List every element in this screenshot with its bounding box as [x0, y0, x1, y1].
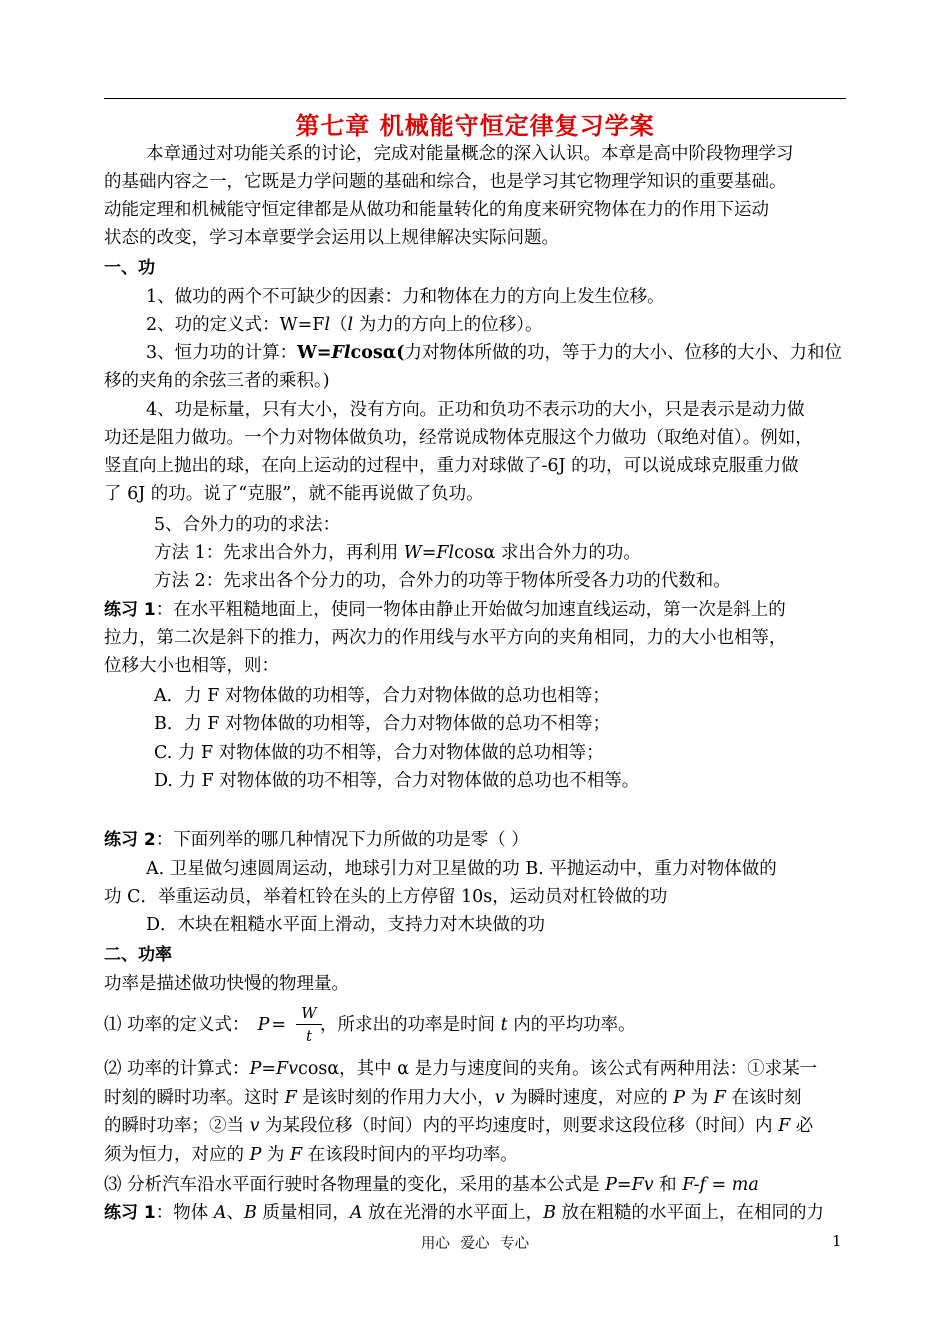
work-item-5: 5、合外力的功的求法： [154, 515, 341, 535]
work-method-2: 方法 2：先求出各个分力的功，合外力的功等于物体所受各力功的代数和。 [154, 571, 731, 591]
work-item-3: 3、恒力功的计算：W=Flcosα(力对物体所做的功，等于力的大小、位移的大小、力和位 [146, 343, 842, 363]
exercise-1-option-a: A．力 F 对物体做的功相等，合力对物体做的总功也相等； [154, 686, 610, 706]
work-item-4: 4、功是标量，只有大小，没有方向。正功和负功不表示功的大小，只是表示是动力做 [146, 400, 805, 420]
power-formula-line: 的瞬时功率；②当 v 为某段位移（时间）内的平均速度时，则要求这段位移（时间）内 F 必 [104, 1116, 814, 1136]
intro-line: 的基础内容之一，它既是力学问题的基础和综合，也是学习其它物理学知识的重要基础。 [104, 172, 787, 192]
power-fraction: W t [296, 1004, 322, 1045]
power-analysis: ⑶ 分析汽车沿水平面行驶时各物理量的变化，采用的基本公式是 P=Fv 和 F-f = ma [104, 1175, 759, 1195]
work-item-4: 功还是阻力做功。一个力对物体做负功，经常说成物体克服这个力做功（取绝对值）。例如， [104, 428, 813, 448]
section-heading-power: 二、功率 [104, 945, 172, 965]
section-heading-work: 一、功 [104, 258, 155, 278]
work-item-3-cont: 移的夹角的余弦三者的乘积。) [104, 371, 330, 391]
exercise-1-line: 拉力，第二次是斜下的推力，两次力的作用线与水平方向的夹角相同，力的大小也相等， [104, 628, 787, 648]
power-formula-line: ⑵ 功率的计算式：P=Fvcosα，其中 α 是力与速度间的夹角。该公式有两种用法：①求某一 [104, 1059, 818, 1079]
exercise-1-line: 位移大小也相等，则： [104, 656, 279, 676]
page-number: 1 [832, 1232, 842, 1250]
exercise-2-line: D．木块在粗糙水平面上滑动，支持力对木块做的功 [146, 915, 546, 935]
work-method-1: 方法 1：先求出合外力，再利用 W=Flcosα 求出合外力的功。 [154, 543, 641, 563]
page-title: 第七章 机械能守恒定律复习学案 [295, 112, 655, 140]
power-exercise-1: 练习 1：物体 A、B 质量相同，A 放在光滑的水平面上，B 放在粗糙的水平面上，在相同的力 [104, 1203, 825, 1223]
work-item-4: 了 6J 的功。说了“克服”，就不能再说做了负功。 [104, 484, 484, 504]
work-item-2: 2、功的定义式：W=Fl（l 为力的方向上的位移）。 [146, 315, 543, 335]
exercise-1-option-d: D. 力 F 对物体做的功不相等，合力对物体做的总功也不相等。 [154, 771, 640, 791]
intro-line: 状态的改变，学习本章要学会运用以上规律解决实际问题。 [104, 228, 559, 248]
page-footer: 用心 爱心 专心 [420, 1236, 530, 1252]
intro-line: 动能定理和机械能守恒定律都是从做功和能量转化的角度来研究物体在力的作用下运动 [104, 200, 769, 220]
power-formula-line: 时刻的瞬时功率。这时 F 是该时刻的作用力大小，v 为瞬时速度，对应的 P 为 F 在该时刻 [104, 1088, 802, 1108]
header-rule [104, 98, 846, 99]
exercise-2-line: 功 C．举重运动员，举着杠铃在头的上方停留 10s，运动员对杠铃做的功 [104, 887, 668, 907]
power-description: 功率是描述做功快慢的物理量。 [104, 974, 349, 994]
power-formula-line: 须为恒力，对应的 P 为 F 在该段时间内的平均功率。 [104, 1145, 518, 1165]
exercise-1: 练习 1：在水平粗糙地面上，使同一物体由静止开始做匀加速直线运动，第一次是斜上的 [104, 600, 786, 620]
work-item-4: 竖直向上抛出的球，在向上运动的过程中，重力对球做了-6J 的功，可以说成球克服重力做 [104, 456, 799, 476]
exercise-2: 练习 2：下面列举的哪几种情况下力所做的功是零（ ） [104, 830, 529, 850]
exercise-1-option-b: B．力 F 对物体做的功相等，合力对物体做的总功不相等； [154, 714, 611, 734]
intro-line: 本章通过对功能关系的讨论，完成对能量概念的深入认识。本章是高中阶段物理学习 [146, 144, 794, 164]
exercise-1-option-c: C. 力 F 对物体做的功不相等，合力对物体做的总功相等； [154, 743, 604, 763]
power-definition: ⑴ 功率的定义式： P = ，所求出的功率是时间 t 内的平均功率。 [104, 1015, 636, 1035]
exercise-2-line: A. 卫星做匀速圆周运动，地球引力对卫星做的功 B. 平抛运动中，重力对物体做的 [146, 859, 777, 879]
work-item-1: 1、做功的两个不可缺少的因素：力和物体在力的方向上发生位移。 [146, 287, 665, 307]
